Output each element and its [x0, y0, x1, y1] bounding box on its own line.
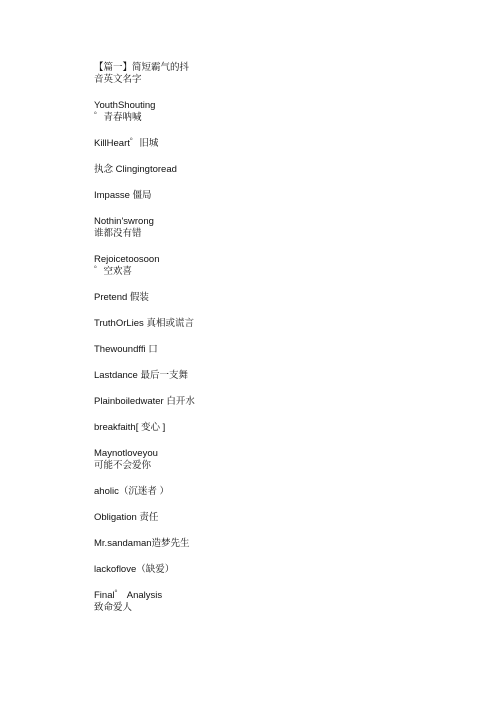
name-entry-13 [94, 448, 414, 472]
entry-line-1: breakfaith[ 变心 ] [94, 422, 166, 433]
name-entry-16 [94, 538, 414, 550]
entry-line-1: 执念 Clingingtoread [94, 164, 177, 175]
name-entry-8 [94, 318, 414, 330]
name-entry-6 [94, 254, 414, 278]
name-entry-10 [94, 370, 414, 382]
name-entry-15 [94, 512, 414, 524]
entry-line-1: Impasse 僵局 [94, 190, 152, 201]
name-entry-14 [94, 486, 414, 498]
entry-line-1: KillHeart゜旧城 [94, 138, 159, 149]
name-entry-2 [94, 138, 414, 150]
entry-line-1: Plainboiledwater 白开水 [94, 396, 195, 407]
entry-line-1: Final゜ Analysis [94, 590, 163, 601]
entry-line-2: ゜青春呐喊 [94, 112, 142, 123]
name-entry-4 [94, 190, 414, 202]
entry-line-2: ゜空欢喜 [94, 266, 133, 277]
entry-line-2: 谁都没有错 [94, 228, 142, 239]
entry-line-1: Nothin'swrong [94, 216, 154, 227]
entry-line-1: Rejoicetoosoon [94, 254, 160, 265]
name-entry-5 [94, 216, 414, 240]
entry-line-1: Lastdance 最后一支舞 [94, 370, 188, 381]
name-entry-3 [94, 164, 414, 176]
entry-line-1: Obligation 责任 [94, 512, 159, 523]
name-entry-12 [94, 422, 414, 434]
name-entry-1 [94, 100, 414, 124]
entry-line-1: aholic（沉迷者 ） [94, 486, 169, 497]
name-entry-9 [94, 344, 414, 356]
name-entry-11 [94, 396, 414, 408]
entry-line-2: 可能不会爱你 [94, 460, 152, 471]
title-line-1: 【篇一】简短霸气的抖 [94, 62, 190, 73]
entry-line-1: Maynotloveyou [94, 448, 158, 459]
entry-line-1: Pretend 假装 [94, 292, 149, 303]
entry-line-1: TruthOrLies 真相或谎言 [94, 318, 194, 329]
entry-line-2: 致命爱人 [94, 602, 133, 613]
name-entry-18 [94, 590, 414, 614]
entry-line-1: Mr.sandaman造梦先生 [94, 538, 190, 549]
document-content [94, 62, 414, 614]
entry-line-1: YouthShouting [94, 100, 156, 111]
name-entry-7 [94, 292, 414, 304]
name-entry-17 [94, 564, 414, 576]
entry-line-1: Thewoundffi 口 [94, 344, 158, 355]
entry-line-1: lackoflove（缺爱） [94, 564, 175, 575]
title-line-2: 音英文名字 [94, 74, 142, 85]
